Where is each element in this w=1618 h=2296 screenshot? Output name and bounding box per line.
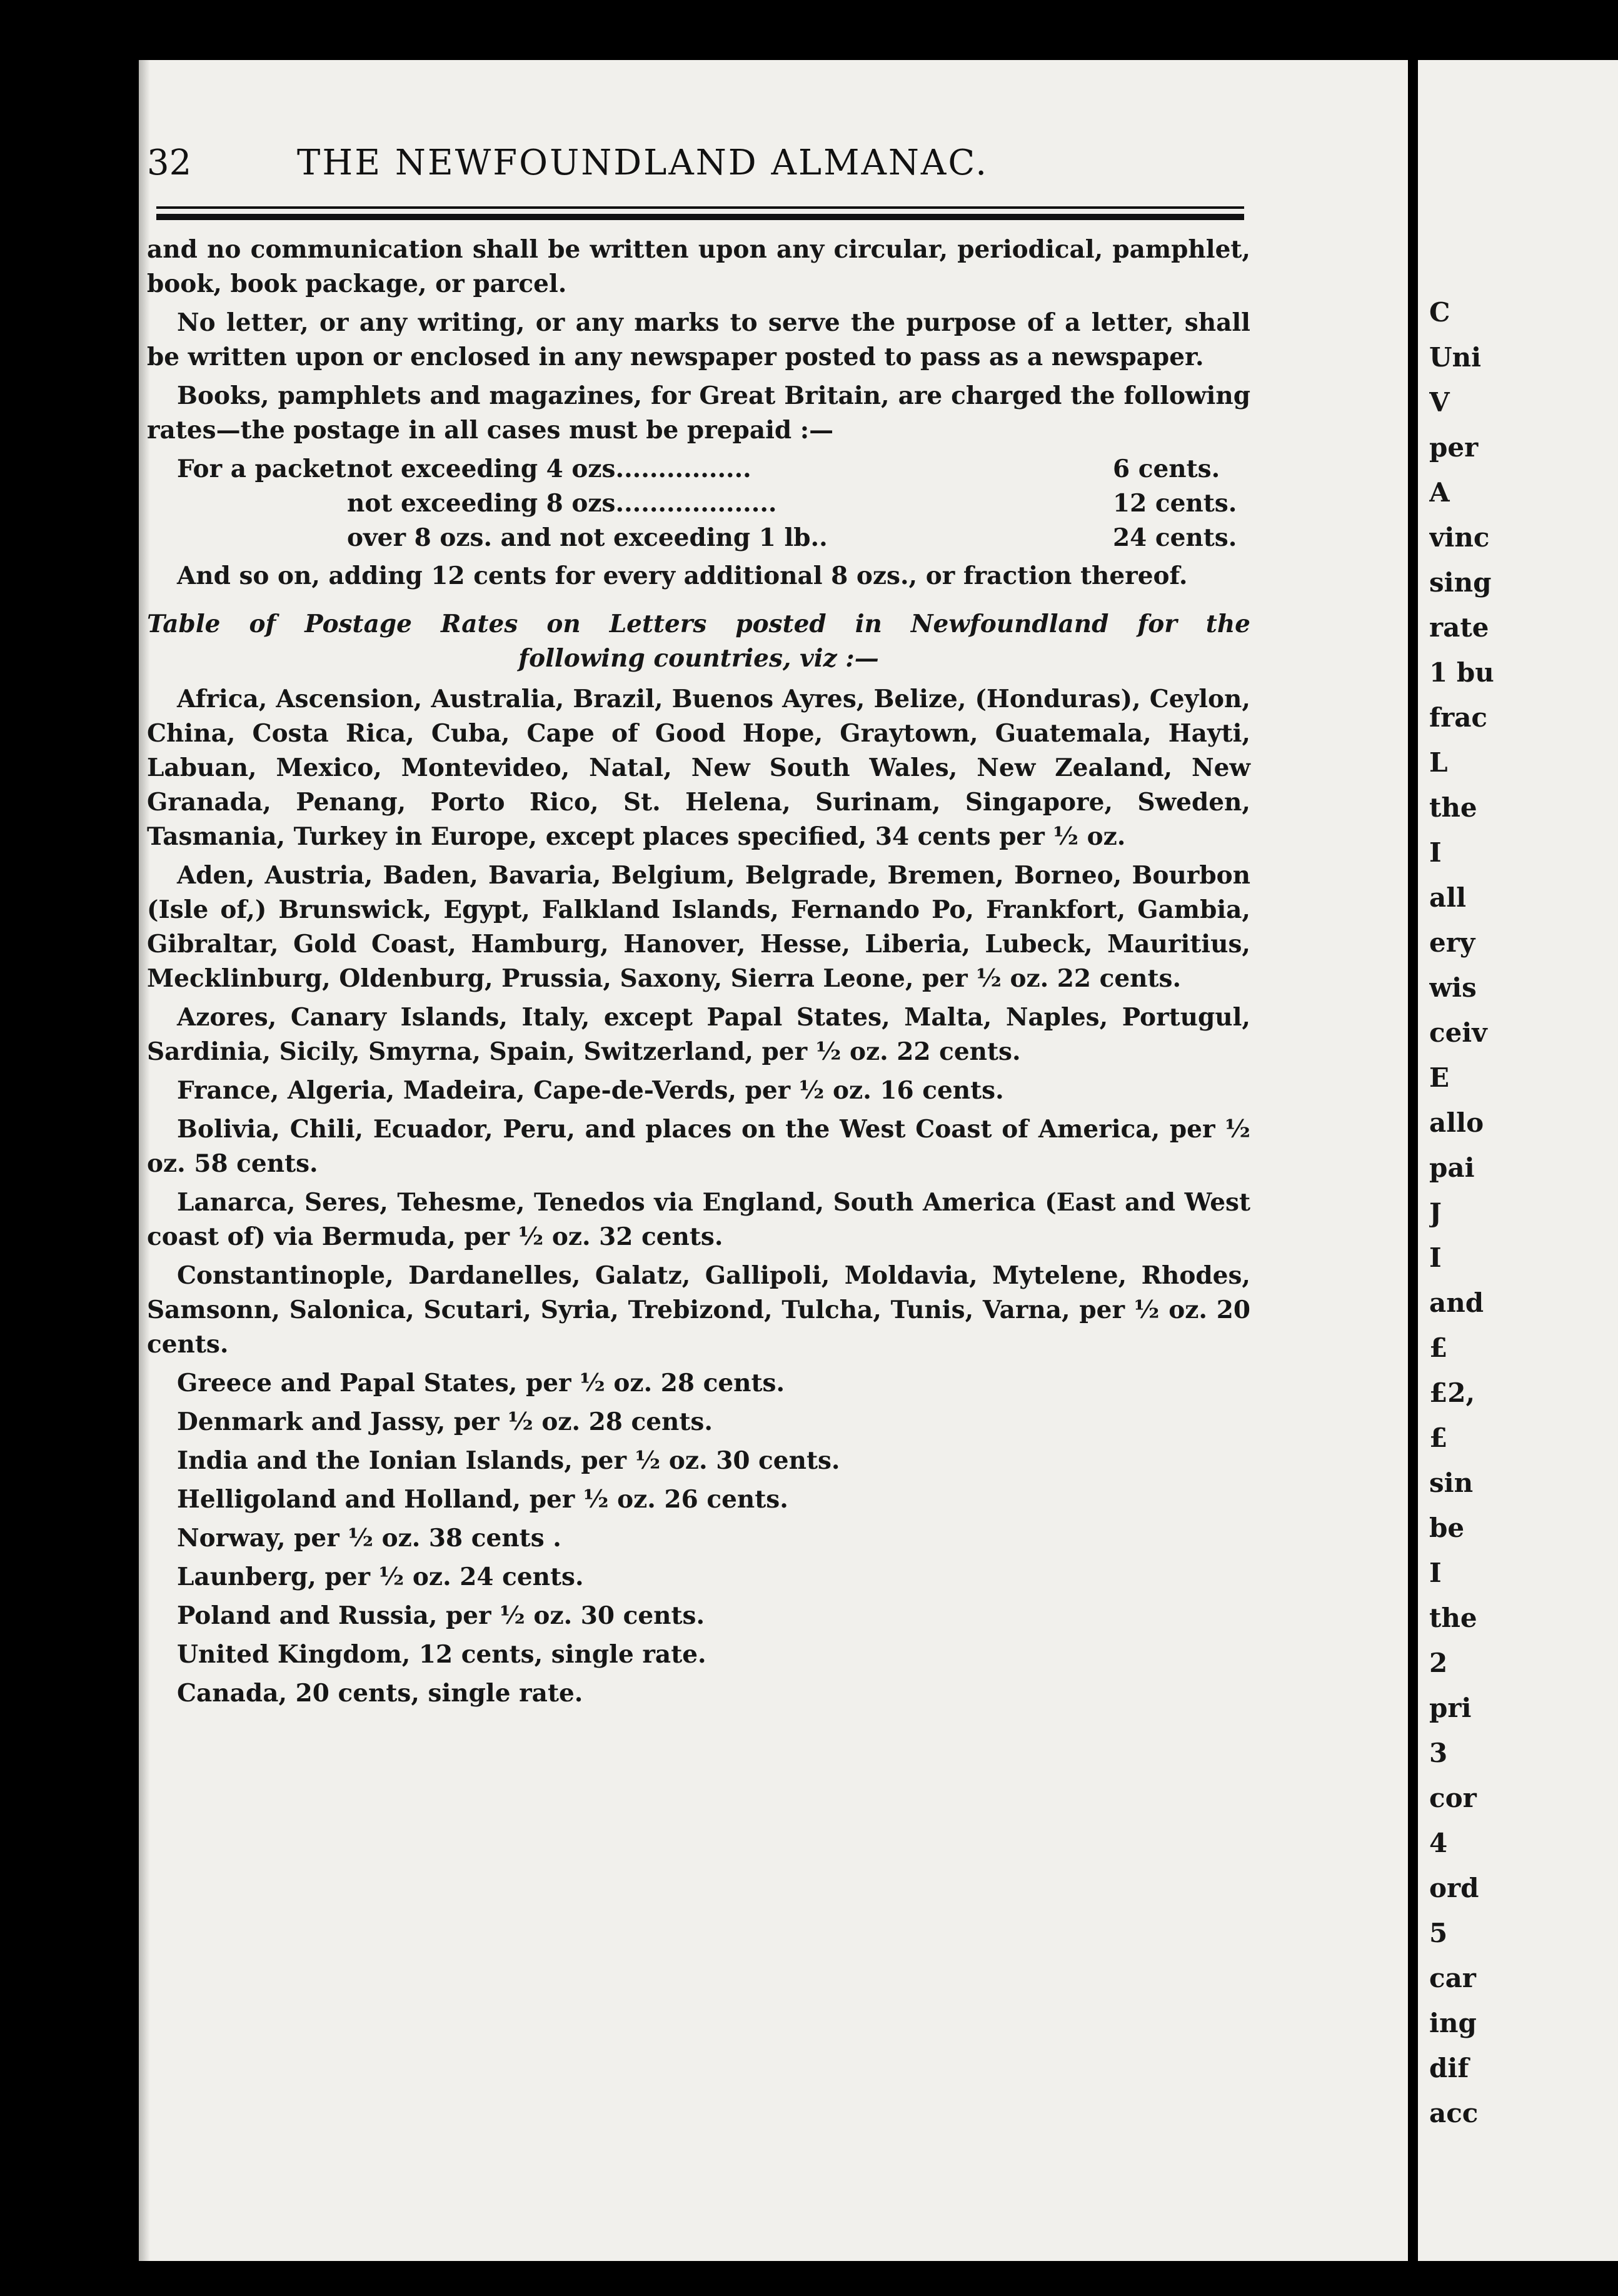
rate-value: 6 cents. — [1113, 455, 1220, 483]
table-title — [147, 607, 1250, 676]
table-title-line-2: following countries, viz :— — [518, 644, 879, 673]
rate-description: not exceeding 4 ozs................ — [347, 455, 751, 483]
header-rule-thick — [156, 214, 1244, 220]
country-rate-entry: Lanarca, Seres, Tehesme, Tenedos via England, South America (East and West coast of) via Bermuda, per ½ oz. 32 cents. — [147, 1188, 1250, 1251]
country-rate-entry: India and the Ionian Islands, per ½ oz. 30 cents. — [177, 1446, 840, 1475]
rate-row — [147, 452, 1250, 486]
rate-description: over 8 ozs. and not exceeding 1 lb.. — [347, 523, 828, 552]
country-rate-entry: Norway, per ½ oz. 38 cents . — [177, 1524, 561, 1553]
rate-value: 24 cents. — [1113, 523, 1237, 552]
country-rate-entry: Africa, Ascension, Australia, Brazil, Buenos Ayres, Belize, (Honduras), Ceylon, China, Costa Rica, Cuba, Cape of Good Hope, Graytown, Guatemala, Hayti, Labuan, Mexico, Montevideo, Natal, New South Wales, New Zealand, New Granada, Penang, Porto Rico, St. Helena, Surinam, Singapore, Sweden, Tasmania, Turkey in Europe, except places specified, 34 cents per ½ oz. — [147, 685, 1250, 851]
country-rate-entry: France, Algeria, Madeira, Cape-de-Verds, per ½ oz. 16 cents. — [177, 1076, 1004, 1105]
country-rate-entry: Canada, 20 cents, single rate. — [177, 1679, 583, 1708]
body-text — [147, 233, 1250, 1715]
country-rate-list — [147, 682, 1250, 1711]
country-rate-entry: Poland and Russia, per ½ oz. 30 cents. — [177, 1601, 705, 1630]
country-rate-entry: Bolivia, Chili, Ecuador, Peru, and places on the West Coast of America, per ½ oz. 58 cents. — [147, 1115, 1250, 1178]
paragraph-continuation: and no communication shall be written upon any circular, periodical, pamphlet, book, book package, or parcel. — [147, 235, 1250, 298]
page-header — [147, 143, 1247, 193]
country-rate-entry: United Kingdom, 12 cents, single rate. — [177, 1640, 706, 1669]
rate-row — [147, 521, 1250, 555]
packet-rate-list — [147, 452, 1250, 555]
running-head: THE NEWFOUNDLAND ALMANAC. — [297, 143, 988, 183]
paragraph-newspaper-rule: No letter, or any writing, or any marks to serve the purpose of a letter, shall be written upon or enclosed in any newspaper posted to pass as a newspaper. — [147, 308, 1250, 371]
country-rate-entry: Aden, Austria, Baden, Bavaria, Belgium, Belgrade, Bremen, Borneo, Bourbon (Isle of,) Brunswick, Egypt, Falkland Islands, Fernando Po, Frankfort, Gambia, Gibraltar, Gold Coast, Hamburg, Hanover, Hesse, Liberia, Lubeck, Mauritius, Mecklinburg, Oldenburg, Prussia, Saxony, Sierra Leone, per ½ oz. 22 cents. — [147, 861, 1250, 993]
facing-page-text: C Uni V per A vinc sing rate 1 bu frac L the I all ery wis ceiv E allo pai J I and £ £2, £ sin be I the 2 pri 3 cor 4 ord 5 car ing dif acc — [1429, 297, 1494, 2128]
country-rate-entry: Greece and Papal States, per ½ oz. 28 cents. — [177, 1369, 785, 1397]
header-rule-thin — [156, 206, 1244, 209]
page-number: 32 — [147, 143, 192, 183]
country-rate-entry: Denmark and Jassy, per ½ oz. 28 cents. — [177, 1407, 713, 1436]
paragraph-book-rates: Books, pamphlets and magazines, for Great Britain, are charged the following rates—the postage in all cases must be prepaid :— — [147, 381, 1250, 445]
country-rate-entry: Launberg, per ½ oz. 24 cents. — [177, 1563, 584, 1591]
rate-row — [147, 486, 1250, 521]
rate-description: not exceeding 8 ozs................... — [347, 489, 777, 518]
rate-prefix: For a packet — [177, 455, 346, 483]
table-title-line-1: Table of Postage Rates on Letters posted in Newfoundland for the — [147, 610, 1250, 638]
facing-page-fragment — [1418, 60, 1618, 2261]
rate-value: 12 cents. — [1113, 489, 1237, 518]
country-rate-entry: Helligoland and Holland, per ½ oz. 26 cents. — [177, 1485, 788, 1514]
paragraph-additional-rate: And so on, adding 12 cents for every additional 8 ozs., or fraction thereof. — [177, 561, 1188, 590]
country-rate-entry: Azores, Canary Islands, Italy, except Papal States, Malta, Naples, Portugul, Sardinia, Sicily, Smyrna, Spain, Switzerland, per ½ oz. 22 cents. — [147, 1003, 1250, 1066]
country-rate-entry: Constantinople, Dardanelles, Galatz, Gallipoli, Moldavia, Mytelene, Rhodes, Samsonn, Salonica, Scutari, Syria, Trebizond, Tulcha, Tunis, Varna, per ½ oz. 20 cents. — [147, 1261, 1250, 1359]
